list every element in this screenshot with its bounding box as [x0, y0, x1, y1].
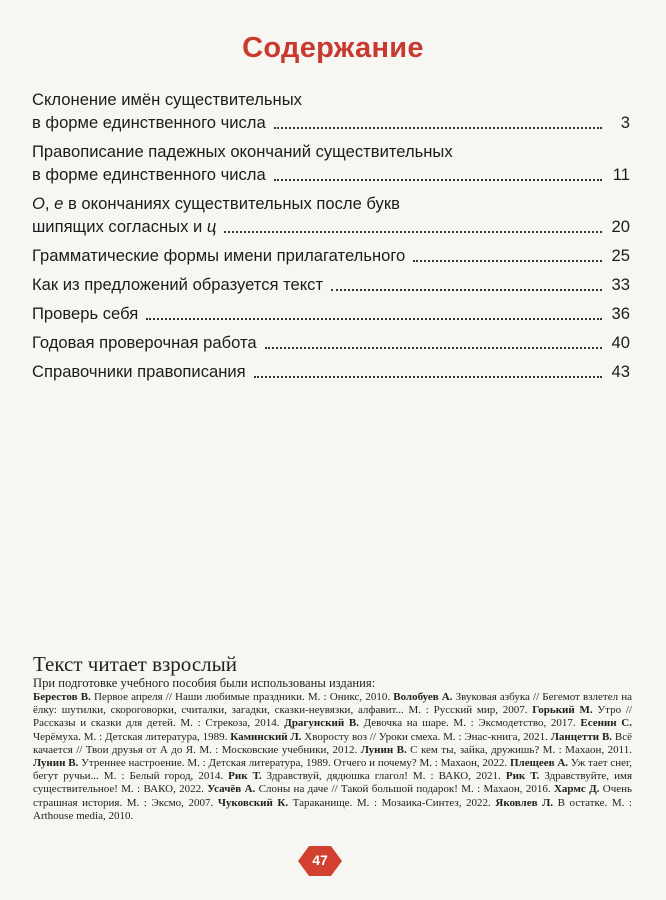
bib-author: Есенин С.: [580, 717, 632, 730]
bib-author: Яковлев Л.: [495, 796, 554, 809]
page-title: Содержание: [242, 32, 424, 64]
bib-author: Лунин В.: [33, 757, 79, 770]
bib-entry: [207, 783, 554, 795]
bib-entry: [230, 731, 550, 743]
bib-text: Утреннее настроение. М. : Детская литература, 1989. Отчего и почему? М. : Махаон, 2022.: [78, 757, 510, 770]
bib-text: Черёмуха. М. : Детская литература, 1989.: [33, 730, 231, 743]
bib-author: Усачёв А.: [207, 783, 256, 796]
toc-item-title-text: шипящих согласных и: [32, 217, 207, 236]
bib-text: Здравствуй, дядюшка глагол! М. : ВАКО, 2021.: [261, 770, 506, 783]
toc-page-number: 40: [611, 333, 630, 352]
toc-page-number: 36: [611, 304, 630, 323]
table-of-contents: [32, 88, 630, 389]
toc-italic-letter: О: [32, 194, 45, 213]
bib-author: Драгунский В.: [284, 717, 359, 730]
toc-italic-letter: е: [54, 194, 64, 213]
toc-leader-dots: [224, 231, 602, 233]
bib-entry: [284, 717, 580, 729]
bib-author: Лунин В.: [360, 743, 407, 756]
bib-text: С кем ты, зайка, дружишь? М. : Махаон, 2011.: [406, 743, 632, 756]
toc-item-title-line1: Правописание падежных окончаний существительных: [32, 142, 453, 161]
toc-item-title: Грамматические формы имени прилагательного: [32, 246, 406, 265]
toc-item-title: Проверь себя: [32, 304, 139, 323]
toc-item-title: Справочники правописания: [32, 362, 246, 381]
toc-page-number: 20: [611, 217, 630, 236]
bib-text: Утро // Рассказы и сказки для детей. М. : Стрекоза, 2014.: [33, 704, 632, 730]
bib-entry: [361, 744, 632, 756]
toc-page-number: 25: [611, 246, 630, 265]
bib-text: Уж тает снег, бегут ручьи... М. : Белый город, 2014.: [33, 757, 632, 783]
toc-item[interactable]: [32, 88, 630, 134]
toc-item-title-line2: в форме единственного числа: [32, 165, 266, 184]
bib-text: Всё качается // Твои друзья от А до Я. М. : Московские учебники, 2012.: [33, 730, 632, 756]
bib-entry: [228, 770, 506, 782]
toc-item-title-line1: Склонение имён существительных: [32, 90, 302, 109]
bib-author: Ланцетти В.: [550, 730, 613, 743]
bib-text: Тараканище. М. : Мозаика-Синтез, 2022.: [288, 796, 496, 809]
toc-item-title-rest: в окончаниях существительных после букв: [63, 194, 400, 213]
toc-separator: ,: [44, 194, 55, 213]
bib-text: Здравствуйте, имя существительное! М. : ВАКО, 2022.: [33, 770, 632, 796]
toc-item-title-line1: [32, 192, 630, 215]
toc-item-title: Годовая проверочная работа: [32, 333, 257, 352]
bib-text: Хворосту воз // Уроки смеха. М. : Энас-книга, 2021.: [301, 730, 551, 743]
sources-intro: При подготовке учебного пособия были использованы издания:: [33, 676, 376, 690]
toc-leader-dots: [254, 376, 602, 378]
toc-leader-dots: [265, 347, 602, 349]
bib-author: Рик Т.: [505, 770, 540, 783]
bib-author: Каминский Л.: [230, 730, 302, 743]
bib-text: Девочка на шаре. М. : Эксмодетство, 2017.: [358, 717, 581, 730]
bib-text: В остатке. М. : Arthouse media, 2010.: [33, 796, 632, 822]
toc-page-number: 3: [620, 113, 630, 132]
toc-item[interactable]: [32, 273, 630, 296]
bib-entry: [33, 757, 510, 769]
toc-italic-letter: ц: [206, 217, 217, 236]
bib-text: Звуковая азбука // Бегемот взлетел на ёлку: шутилки, скороговорки, считалки, загадки, сказки-неувязки, алфавит... М. : Русский мир, 2007.: [33, 691, 633, 717]
bib-text: Очень страшная история. М. : Эксмо, 2007.: [33, 783, 633, 809]
page-number-badge: [297, 845, 343, 877]
toc-leader-dots: [146, 318, 602, 320]
bib-text: Первое апреля // Наши любимые праздники. М. : Оникс, 2010.: [90, 691, 394, 703]
toc-item-title-line2: в форме единственного числа: [32, 113, 266, 132]
toc-item[interactable]: [32, 302, 630, 325]
toc-leader-dots: [274, 127, 602, 129]
toc-page-number: 33: [611, 275, 630, 294]
toc-item[interactable]: [32, 192, 630, 238]
toc-leader-dots: [413, 260, 602, 262]
bib-author: Плещеев А.: [509, 757, 569, 770]
bib-entry: [218, 797, 496, 809]
toc-leader-dots: [274, 179, 602, 181]
bib-author: Хармс Д.: [553, 783, 600, 796]
reader-note-heading: Текст читает взрослый: [33, 652, 237, 676]
toc-item[interactable]: [32, 331, 630, 354]
toc-page-number: 43: [611, 362, 630, 381]
page-number: 47: [312, 852, 328, 868]
bib-author: Чуковский К.: [217, 796, 289, 809]
toc-item-title: Как из предложений образуется текст: [32, 275, 324, 294]
toc-item[interactable]: [32, 140, 630, 186]
bib-author: Берестов В.: [33, 691, 91, 703]
toc-page-number: 11: [612, 165, 630, 184]
bib-author: Волобуев А.: [393, 691, 453, 703]
toc-item[interactable]: [32, 244, 630, 267]
bib-author: Горький М.: [532, 704, 593, 717]
bibliography: [33, 691, 632, 823]
toc-leader-dots: [331, 289, 602, 291]
toc-item-title-line2: [32, 215, 216, 238]
bib-text: Слоны на даче // Такой большой подарок! М. : Махаон, 2016.: [255, 783, 554, 796]
bib-entry: [33, 691, 393, 703]
toc-item[interactable]: [32, 360, 630, 383]
bib-author: Рик Т.: [228, 770, 262, 783]
